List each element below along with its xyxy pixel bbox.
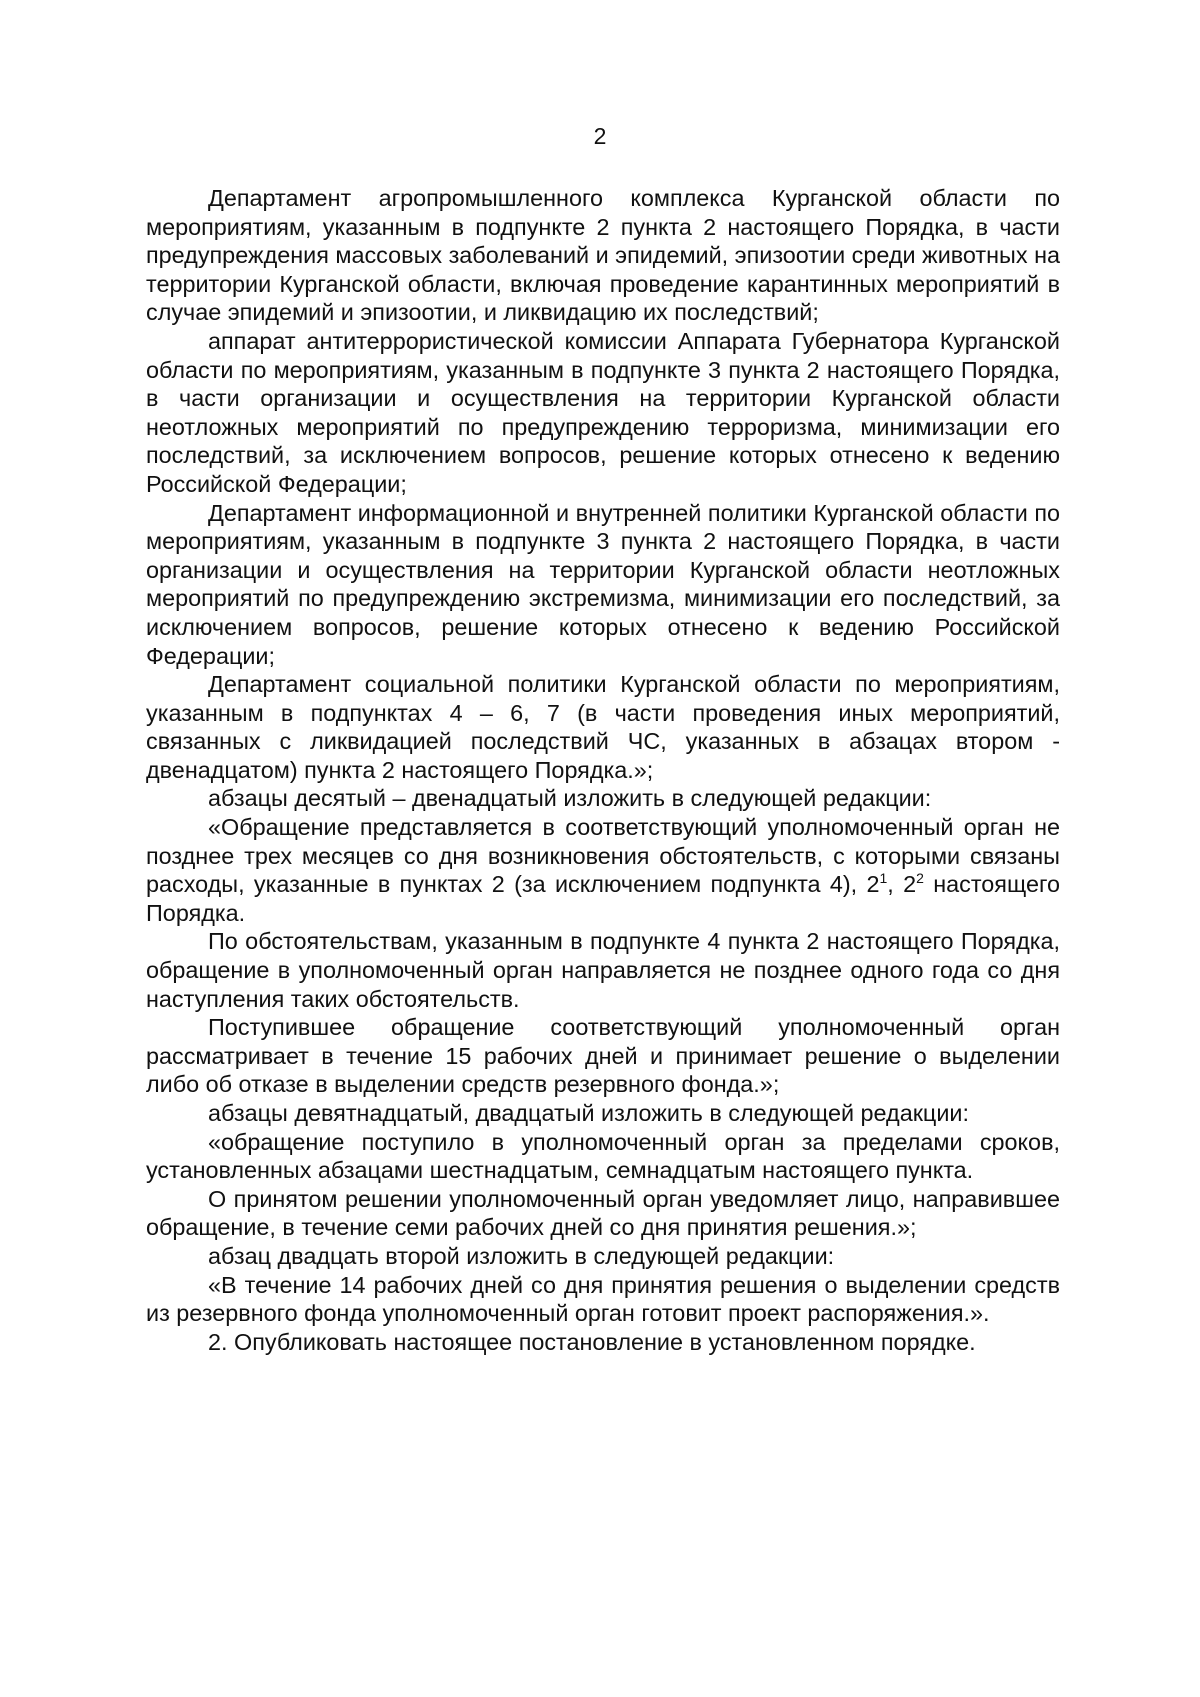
page-number: 2 [593,123,607,149]
appeal-deadline-text-middle: , 2 [887,871,917,898]
paragraph-draft-order: «В течение 14 рабочих дней со дня принятия решения о выделении средств из резервного фонда уполномоченный орган готовит проект распоряжения.». [146,1271,1060,1327]
document-body [146,184,1060,1356]
paragraph-agro-department: Департамент агропромышленного комплекса Курганской области по мероприятиям, указанным в подпункте 2 пункта 2 настоящего Порядка, в части предупреждения массовых заболеваний и эпидемий, эпизоотии среди животных на территории Курганской области, включая проведение карантинных мероприятий в случае эпидемий и эпизоотии, и ликвидацию их последствий; [146,185,1060,326]
paragraph-amend-22: абзац двадцать второй изложить в следующей редакции: [208,1242,835,1269]
paragraph-notification: О принятом решении уполномоченный орган уведомляет лицо, направившее обращение, в течение семи рабочих дней со дня принятия решения.»; [146,1185,1060,1241]
paragraph-review-period: Поступившее обращение соответствующий уполномоченный орган рассматривает в течение 15 рабочих дней и принимает решение о выделении либо об отказе в выделении средств резервного фонда.»; [146,1014,1060,1098]
appeal-deadline-text-start: «Обращение представляется в соответствующий уполномоченный орган не позднее трех месяцев со дня возникновения обстоятельств, с которыми связаны расходы, указанные в пунктах 2 (за исключением подпункта 4), 2 [146,814,1060,898]
paragraph-social-policy-department: Департамент социальной политики Курганской области по мероприятиям, указанным в подпунктах 4 – 6, 7 (в части проведения иных мероприятий, связанных с ликвидацией последствий ЧС, указанных в абзацах втором - двенадцатом) пункта 2 настоящего Порядка.»; [146,671,1060,783]
paragraph-late-appeal: «обращение поступило в уполномоченный орган за пределами сроков, установленных абзацами шестнадцатым, семнадцатым настоящего пункта. [146,1128,1060,1184]
appeal-deadline-text-end: настоящего Порядка. [146,871,1060,926]
paragraph-info-policy-department: Департамент информационной и внутренней политики Курганской области по мероприятиям, указанным в подпункте 3 пункта 2 настоящего Порядка, в части организации и осуществления на территории Курганской области неотложных мероприятий по предупреждению экстремизма, минимизации его последствий, за исключением вопросов, решение которых отнесено к ведению Российской Федерации; [146,499,1060,669]
paragraph-amend-10-12: абзацы десятый – двенадцатый изложить в следующей редакции: [208,785,932,812]
paragraph-appeal-deadline [146,813,1060,927]
superscript-1: 1 [879,870,888,887]
superscript-2: 2 [916,870,924,887]
paragraph-antiterror-commission: аппарат антитеррористической комиссии Аппарата Губернатора Курганской области по мероприятиям, указанным в подпункте 3 пункта 2 настоящего Порядка, в части организации и осуществления на территории Курганской области неотложных мероприятий по предупреждению терроризма, минимизации его последствий, за исключением вопросов, решение которых отнесено к ведению Российской Федерации; [146,327,1060,497]
paragraph-circumstances: По обстоятельствам, указанным в подпункте 4 пункта 2 настоящего Порядка, обращение в уполномоченный орган направляется не позднее одного года со дня наступления таких обстоятельств. [146,928,1060,1012]
paragraph-amend-19-20: абзацы девятнадцатый, двадцатый изложить в следующей редакции: [208,1100,969,1126]
paragraph-publish: 2. Опубликовать настоящее постановление в установленном порядке. [208,1328,976,1355]
